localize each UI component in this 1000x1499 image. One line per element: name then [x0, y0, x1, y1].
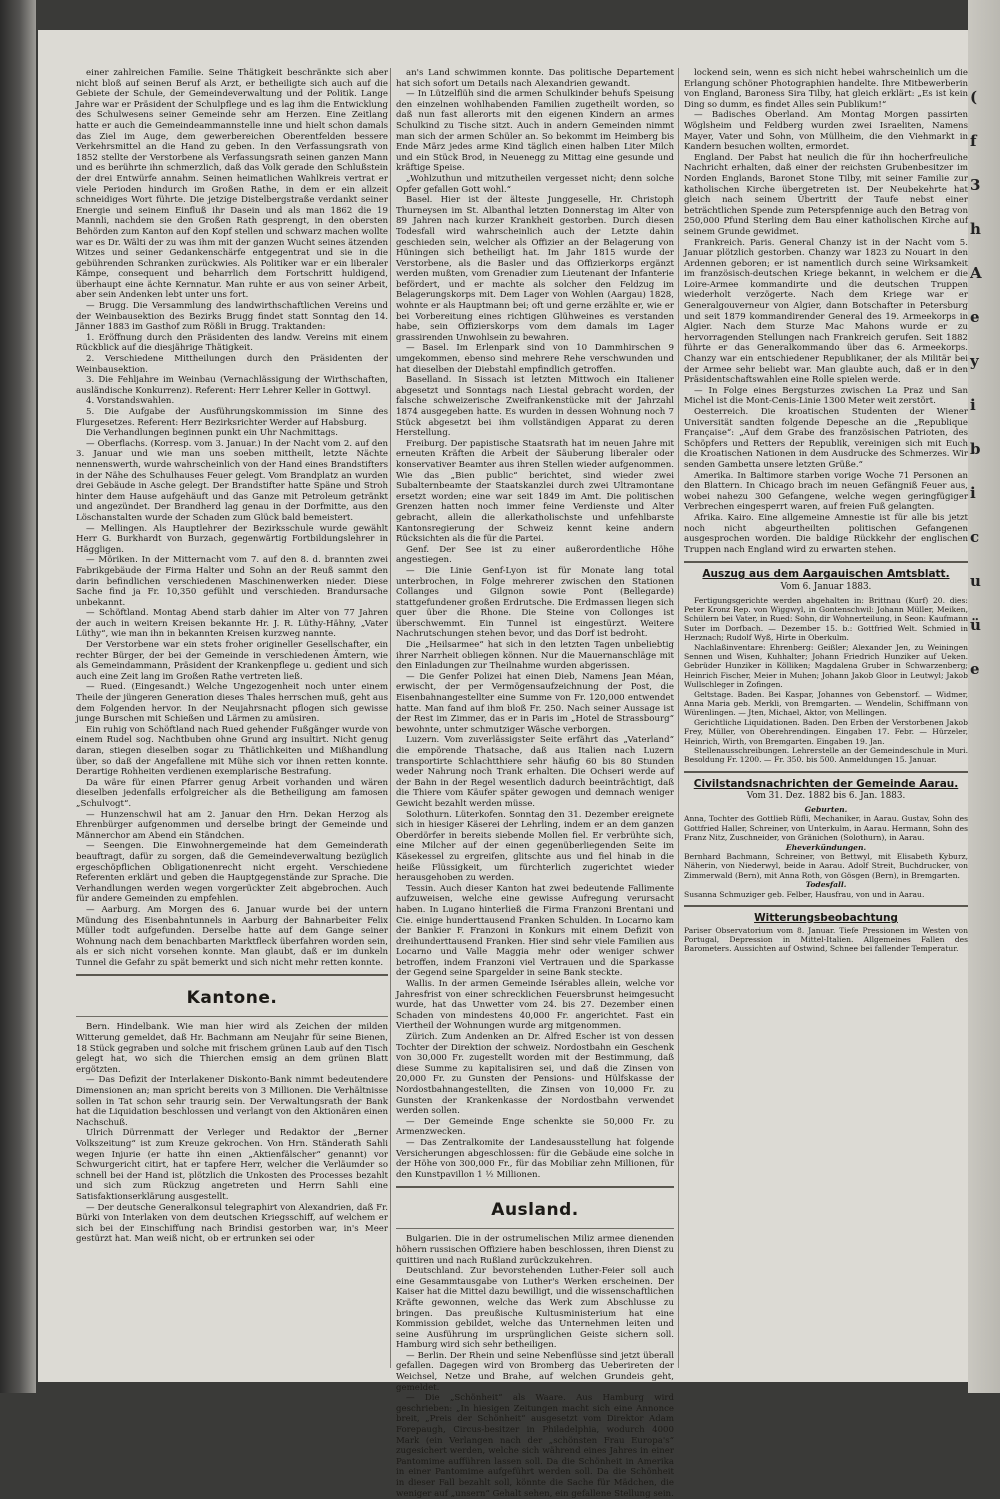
adjacent-page-fragment: e — [970, 660, 980, 678]
news-paragraph: 4. Vorstandswahlen. — [86, 396, 175, 407]
civilstand-text: Susanna Schmuziger geb. Felber, Hausfrau, von und in Aarau. — [684, 889, 925, 899]
amtsblatt-entry: Nachlaßinventare: Ehrenberg: Geißler; Alexander Jen, zu Weiningen Sennen und Wisen, Kuhhalter; Johann Friedrich Hunziker auf Ueken. Gebrüder Hunziker in Kölliken; Magdalena Gruber in Schwarzenberg; Heinrich Fischer, Meier in Muhen; Johann Jakob Gloor in Leutwyl; Jakob Wullschleger in Zofingen. — [684, 642, 968, 690]
news-paragraph: — Mellingen. Als Hauptlehrer der Bezirksschule wurde gewählt Herr G. Burkhardt von Burzach, gegenwärtig Fortbildungslehrer in Häggligen. — [76, 523, 388, 555]
news-paragraph: 5. Die Aufgabe der Ausführungskommission im Sinne des Flurgesetzes. Referent: Herr Bezirksrichter Werder auf Habsburg. — [76, 407, 388, 428]
news-paragraph: Genf. Der See ist zu einer außerordentliche Höhe angestiegen. — [396, 544, 674, 566]
divider — [396, 1228, 674, 1229]
civilstand-subheading: Todesfall. — [805, 880, 847, 890]
news-paragraph: — Seengen. Die Einwohnergemeinde hat dem Gemeinderath beauftragt, dafür zu sorgen, daß die Gemeindeverwaltung bezüglich ergeschöpflichen Obligationenrecht nicht ergeht. Verschiedene Referenten erklärt und geben die Hauptgegenstände zur Sprache. Die Verhandlungen werden wegen vorgerückter Zeit abgebrochen. Auch für andere Gemeinden zu empfehlen. — [76, 841, 388, 905]
binding-shadow — [0, 0, 36, 1393]
newspaper-page — [38, 30, 968, 1499]
news-paragraph: Der Verstorbene war ein stets froher origineller Gesellschafter, ein rechter Bürger, der bei der Gemeinde in verschiedenen Ämtern, wie als Gemeindammann, Präsident der Krankenpflege u. gedient und sich auch eine Zeit lang im Großen Rathe vertreten ließ. — [76, 640, 388, 682]
amtsblatt-date: Vom 6. Januar 1883. — [780, 581, 872, 592]
news-paragraph: Zürich. Zum Andenken an Dr. Alfred Escher ist von dessen Tochter der Direktion der schweiz. Nordostbahn ein Geschenk von 30,000 Fr. zugestellt worden mit der Bestimmung, daß diese Summe zu kapitalisiren sei, und daß die Zinsen von 20,000 Fr. zu Gunsten der Pensions- und Hülfskasse der Nordostbahnangestellten, die Zinsen von 10,000 Fr. zu Gunsten der Krankenkasse der Nordostbahn verwendet werden sollen. — [396, 1032, 674, 1117]
adjacent-page-fragment: u — [970, 572, 981, 590]
amtsblatt-entry: Gerichtliche Liquidationen. Baden. Den Erben der Verstorbenen Jakob Frey, Müller, von Oberehrendingen. Eingaben 17. Febr. — Hürzeler, Heinrich, Wirth, von Bremgarten. Eingaben 19. Jan. — [684, 717, 968, 746]
news-paragraph: Die „Heilsarmee“ hat sich in den letzten Tagen unbeliebtig ihrer Narrheit obliegen können. Nur die Mauernanschläge mit den Einladungen zur Theilnahme wurden abgerissen. — [396, 640, 674, 672]
civilstand-date: Vom 31. Dez. 1882 bis 6. Jan. 1883. — [746, 791, 906, 802]
adjacent-page-fragment: h — [970, 220, 981, 238]
adjacent-page-fragment: i — [970, 484, 976, 502]
divider — [684, 905, 968, 907]
civilstand-subheading: Geburten. — [804, 805, 848, 814]
news-paragraph: — Das Defizit der Interlakener Diskonto-Bank nimmt bedeutendere Dimensionen an; man spricht bereits von 3 Millionen. Die Verhältnisse sollen in Tat schon sehr traurig sein. Der Verwaltungsrath der Bank hat die Liquidation beschlossen und verlangt von den Aktionären einen Nachschuß. — [76, 1075, 388, 1128]
news-paragraph: — Brugg. Die Versammlung des landwirthschaftlichen Vereins und der Weinbausektion des Bezirks Brugg findet statt Sonntag den 14. Jänner 1883 im Gasthof zum Rößli in Brugg. Traktanden: — [76, 301, 388, 333]
column-right — [684, 68, 968, 1368]
news-paragraph: — Aarburg. Am Morgen des 6. Januar wurde bei der untern Mündung des Eisenbahntunnels in Aarburg der Bahnarbeiter Felix Müller todt aufgefunden. Derselbe hatte auf dem Gange seiner Wohnung nach dem benachbarten Marktfleck überfahren worden sein, als er sich nicht vorsehen konnte. Man glaubt, daß er im dunkeln Tunnel die Gefahr zu spät bemerkt und sich nicht mehr retten konnte. — [76, 904, 388, 968]
news-paragraph: Bern. Hindelbank. Wie man hier wird als Zeichen der milden Witterung gemeldet, daß Hr. Bachmann am Neujahr für seine Bienen, 18 Stück gegraben und solche mit frischem grünen Laub auf den Tisch gelegt hat, wo sich die Thierchen emsig an dem grünen Blatt ergötzten. — [76, 1022, 388, 1075]
news-paragraph: — Die „Schönheit“ als Waare. Aus Hamburg wird geschrieben: „In hiesigen Zeitungen macht sich eine Annonce breit, „Preis der Schönheit“ ausgesetzt vom Direktor Adam Forepaugh, Circus-besitzer in Philadelphia, wodurch 4000 Mark (ein Verlangen nach der „schönsten Frau Europa's“ zugesichert werden, welche sich während eines Jahres in einer Pantomime aufführen lassen soll. Da die Schönheit in Amerika in einer Pantomime aufgeführt werden soll. Da die Schönheit in dieser Fall bezahlt soll, könnte die Sache für Mädchen, die weniger auf „unsern“ Gehalt sehen, ein gefallene Stellung sein. — [396, 1393, 674, 1499]
news-paragraph: Die Verhandlungen beginnen punkt ein Uhr Nachmittags. — [86, 428, 338, 439]
ausland-news — [396, 1234, 674, 1499]
weather-text: Pariser Observatorium vom 8. Januar. Tiefe Pressionen im Westen von Portugal, Depression in Mittel-Italien. Allgemeines Fallen des Barometers. Aussichten auf Ostwind, Schnee bei fallender Temperatur. — [684, 925, 968, 954]
news-paragraph: — Möriken. In der Mitternacht vom 7. auf den 8. d. brannten zwei Fabrikgebäude der Firma Halter und Sohn an der Reuß sammt den darin befindlichen verschiedenen Maschinenwerken nieder. Diese Sache find ja Fr. 10,350 gefühlt und verschieden. Brandursache unbekannt. — [76, 555, 388, 608]
news-paragraph: Frankreich. Paris. General Chanzy ist in der Nacht vom 5. Januar plötzlich gestorben. Chanzy war 1823 zu Nouart in den Ardennen geboren; er ist namentlich durch seine Wirksamkeit im französisch-deutschen Kriege bekannt, in welchem er die Loire-Armee kommandirte und die deutschen Truppen wiederholt verzögerte. Nach dem Kriege war er Generalgouverneur von Algier, dann Botschafter in Petersburg und seit 1879 kommandirender General des 19. Armeekorps in Algier. Nach dem Sturze Mac Mahons wurde er zu hervorragenden Stellungen nach Frankreich gerufen. Seit 1882 führte er das Generalkommando über das 6. Armeekorps. Chanzy war ein entschiedener Republikaner, der als Militär bei der Armee sehr beliebt war. Man glaubte auch, daß er in den Präsidentschaftswahlen eine Rolle spielen werde. — [684, 237, 968, 386]
news-paragraph: — Hunzenschwil hat am 2. Januar den Hrn. Dekan Herzog als Ehrenbürger aufgenommen und derselbe bringt der Gemeinde und Männerchor am Abend ein Ständchen. — [76, 809, 388, 841]
column-left — [76, 68, 388, 1368]
adjacent-page-edge — [968, 0, 1000, 1393]
adjacent-page-fragment: e — [970, 308, 980, 326]
news-paragraph: Ulrich Dürrenmatt der Verleger und Redaktor der „Berner Volkszeitung“ ist zum Kreuze gekrochen. Von Hrn. Ständerath Sahli wegen Injurie (er hatte ihn einen „Aktienfälscher“ genannt) vor Schwurgericht citirt, hat er tapfere Herr, welcher die Verläumder so schnell bei der Hand ist, plötzlich die Unkosten des Processes bezahlt und sich zum Rückzug angetreten und Herrn Sahli eine Satisfaktionserklärung ausgestellt. — [76, 1128, 388, 1202]
news-paragraph: lockend sein, wenn es sich nicht hebei wahrscheinlich um die Erlangung schöner Photographien handelte. Ihre Mitbewerberin von England, Baroness Sira Tilby, hat gleich erklärt: „Es ist kein Ding so dumm, es findet Alles sein Publikum!“ — [684, 68, 968, 110]
amtsblatt-heading: Auszug aus dem Aargauischen Amtsblatt. — [702, 568, 950, 581]
adjacent-page-fragment: 3 — [970, 176, 981, 194]
news-paragraph: — Schöftland. Montag Abend starb dahier im Alter von 77 Jahren der auch in weitern Kreisen bekannte Hr. J. R. Lüthy-Hähny, „Vater Lüthy“, wie man ihn in bekannten Kreisen kurzweg nannte. — [76, 608, 388, 640]
adjacent-page-fragment: ( — [970, 88, 978, 106]
news-paragraph: — Oberflachs. (Korresp. vom 3. Januar.) In der Nacht vom 2. auf den 3. Januar und wie man uns soeben mittheilt, letzte Nächte nennenswerth, wurde wahrscheinlich von der Hand eines Brandstifters in der Nähe des Schulhauses Feuer gelegt. Vom Brandplatz an wurden drei Gebäude in Asche gelegt. Der Brandstifter hatte Späne und Stroh hinter dem Hause aufgehäuft und das Ganze mit Petroleum getränkt und angezündet. Der Brandherd lag genau in der Dorfmitte, aus den Löschanstalten wurde der Schaden zum Glück bald bemeistert. — [76, 438, 389, 523]
amtsblatt-entries — [684, 596, 968, 765]
news-paragraph: — Basel. Im Erlenpark sind von 10 Dammhirschen 9 umgekommen, ebenso sind mehrere Rehe verschwunden und hat dieselben der Diebstahl empfindlich getroffen. — [396, 343, 674, 375]
amtsblatt-entry: Fertigungsgerichte werden abgehalten in: Brittnau (Kurf) 20. dies: Peter Kronz Rep. von Wiggwyl, in Gontenschwil: Johann Müller, Meiken, Schülern bei Vater, in Rued: Sohn, dir Wohnerteilung, in Seon: Kaufmann Suter im Dorfbach. — Dezember 15. b.: Gottfried Welt. Schmied in Herznach; Rudolf Wyß, Hirte in Oberkulm. — [684, 595, 968, 643]
divider — [76, 974, 388, 976]
news-paragraph: 2. Verschiedene Mittheilungen durch den Präsidenten der Weinbausektion. — [76, 354, 388, 375]
section-heading-ausland: Ausland. — [491, 1200, 579, 1221]
column-rule — [390, 68, 391, 1368]
divider — [684, 561, 968, 563]
news-paragraph: Solothurn. Lüterkofen. Sonntag den 31. Dezember ereignete sich in hiesiger Käserei der Lehrling, indem er an dem ganzen Oberdörfer in bereits siebende Mollen fiel. Er verbrühte sich, eine Milcher auf der einen gegenüberliegenden Seite im Käsekessel zu ergreifen, glitschte aus und fiel hinab in die heiße Flüssigkeit, um fürchterlich zugerichtet wieder herausgehoben zu werden. — [396, 809, 674, 884]
news-paragraph: Freiburg. Der papistische Staatsrath hat im neuen Jahre mit erneuten Kräften die Arbeit der Säuberung liberaler oder konservativer Beamter aus ihren Stellen wieder aufgenommen. Wie das „Bien public“ berichtet, sind wieder zwei Subalternbeamte der Staatskanzlei durch zwei Ultramontane ersetzt worden; eine war seit 1849 im Amt. Die politischen Grenzen hatten noch immer feine Verdienste und Alter gebracht, allein die allerkatholischste und unfehlbarste Kantonsregierung der Schweiz kennt keine andern Rücksichten als die für die Partei. — [396, 438, 674, 545]
news-paragraph: Wallis. In der armen Gemeinde Isérables allein, welche vor Jahresfrist von einer schrecklichen Feuersbrunst heimgesucht wurde, hat das Unwetter vom 24. bis 27. Dezember einen Schaden von mindestens 40,000 Fr. angerichtet. Fast ein Viertheil der Wohnungen wurde arg mitgenommen. — [396, 979, 674, 1032]
news-paragraph: einer zahlreichen Familie. Seine Thätigkeit beschränkte sich aber nicht bloß auf seinen Beruf als Arzt, er betheiligte sich auch auf die Gebiete der Schule, der Gemeindeverwaltung und der Politik. Lange Jahre war er Präsident der Schulpflege und es lag ihm die Entwicklung des Schulwesens seiner Gemeinde sehr am Herzen. Eine Zeitlang hatte er auch die Gemeindeammannstelle inne und hielt schon damals das Ziel im Auge, dem gewerbereichen Oberentfelden bessere Verkehrsmittel an die Hand zu geben. In den Verfassungsrath von 1852 stellte der Verstorbene als Verfassungsrath seinen ganzen Mann und es berührte ihn schmerzlich, daß das Volk gerade den Schlußstein der drei Entwürfe annahm. Seinen heimatlichen Wahlkreis vertrat er viele Perioden hindurch im Großen Rathe, in dem er ein allzeit schneidiges Wort führte. Die jetzige Distelbergstraße verdankt seiner Energie und seinem Einfluß ihr Dasein und als man 1862 die 19 Mannli, nachdem sie den Großen Rath gesprengt, in den obersten Behörden zum Kanton auf den Kopf stellen und schwarz machen wollte war es Dr. Wälti der zu was ihm mit der ganzen Wucht seines ätzenden Witzes und seiner Gedankenschärfe entgegentrat und sie in die gebührenden Schranken zurückwies. Als Politiker war er ein liberaler Kämpe, consequent und beharrlich dem Fortschritt huldigend, überhaupt eine ächte Kernnatur. Man ruhte er aus von seiner Arbeit, aber sein Andenken lebt unter uns fort. — [76, 68, 388, 301]
news-paragraph: — Das Zentralkomite der Landesausstellung hat folgende Versicherungen abgeschlossen: für die Gebäude eine solche in der Höhe von 300,000 Fr., für das Mobiliar zehn Millionen, für den Kunstpavillon 1 ½ Millionen. — [396, 1137, 674, 1180]
amtsblatt-entry: Geltstage. Baden. Bei Kaspar, Johannes von Gebenstorf. — Widmer, Anna Maria geb. Merkli, von Bremgarten. — Wendelin, Schiffmann von Würenlingen. — Jten, Michael, Aktor, von Mellingen. — [684, 689, 968, 718]
civilstand-heading: Civilstandsnachrichten der Gemeinde Aarau. — [693, 777, 959, 790]
news-paragraph: — In Lützelflüh sind die armen Schulkinder behufs Speisung den einzelnen wohlhabenden Familien zugetheilt worden, so daß nun fast allerorts mit den eigenen Kindern an armes Schulkind zu Tische sitzt. Auch in andern Gemeinden nimmt man sich der armen Schüler an. So bekommt im Heimberg bis Ende März jedes arme Kind täglich einen halben Liter Milch und ein Stück Brod, in Neuenegg zu Mittag eine gesunde und kräftige Speise. — [396, 89, 674, 174]
news-paragraph: — In Folge eines Bergsturzes zwischen La Praz und San Michel ist die Mont-Cenis-Linie 1300 Meter weit zerstört. — [684, 385, 968, 407]
news-paragraph: 1. Eröffnung durch den Präsidenten des landw. Vereins mit einem Rückblick auf die diesjährige Thätigkeit. — [76, 332, 388, 354]
kantone-news — [76, 1022, 388, 1244]
news-paragraph: 3. Die Fehljahre im Weinbau (Vernachlässigung der Wirthschaften, ausländische Konkurrenz). Referent: Herr Lehrer Keller in Gottwyl. — [76, 375, 388, 396]
news-paragraph: Oesterreich. Die kroatischen Studenten der Wiener Universität sandten folgende Depesche an die „Republique Française“: „Auf dem Grabe des französischen Patrioten, des Schöpfers und Retters der Republik, vereinigen sich mit Euch die Kroatischen Nationen in dem Ausdrucke des Schmerzes. Wir senden Gambetta unsere letzten Grüße.“ — [684, 407, 968, 470]
column-right-news — [684, 68, 968, 555]
news-paragraph: — Der deutsche Generalkonsul telegraphirt von Alexandrien, daß Fr. Bürki von Interlaken von dem deutschen Kriegsschiff, auf welchem er sich bei der Einschiffung nach Brindisi gestorben war, in's Meer gestürzt hat. Man weiß nicht, ob er ertrunken sei oder — [76, 1202, 388, 1245]
news-paragraph: Deutschland. Zur bevorstehenden Luther-Feier soll auch eine Gesammtausgabe von Luther's Werken erscheinen. Der Kaiser hat die Mittel dazu bewilligt, und die wissenschaftlichen Kräfte gewonnen, welche das Werk zum Abschlusse zu bringen. Das preußische Kultusministerium hat eine Kommission gebildet, welche das Unternehmen leiten und seine Ausführung im ursprünglichen Geiste sichern soll. Hamburg wird sich sehr betheiligen. — [396, 1266, 674, 1351]
news-paragraph: Da wäre für einen Pfarrer genug Arbeit vorhanden und wären dieselben jedenfalls erfolgreicher als die Betheiligung am famosen „Schulvogt“. — [76, 777, 388, 809]
civilstand-subheading: Eheverkündungen. — [785, 842, 867, 852]
divider — [684, 771, 968, 773]
news-paragraph: Bulgarien. Die in der ostrumelischen Miliz armee dienenden höhern russischen Offiziere haben beschlossen, ihren Dienst zu quittiren und nach Rußland zurückzukehren. — [396, 1234, 674, 1266]
divider — [396, 1186, 674, 1188]
news-paragraph: Ein ruhig von Schöftland nach Rued gehender Fußgänger wurde von einem Rudel sog. Nachtbuben ohne Grund arg insultirt. Nicht genug daran, stiegen dieselben sogar zu Thätlichkeiten und Mißhandlung über, so daß der Angefallene mit Mühe sich vor ihnen retten konnte. Derartige Rohheiten verdienen exemplarische Bestrafung. — [76, 724, 388, 778]
news-paragraph: — Die Linie Genf-Lyon ist für Monate lang total unterbrochen, in Folge mehrerer zwischen den Stationen Collanges und Gilgnon sowie Pont (Bellegarde) stattgefundener großen Erdrutsche. Die Erdmassen liegen sich quer über die Rhone. Die Steine von Collonges ist überschwemmt. Ein Tunnel ist eingestürzt. Weitere Nachrutschungen stehen bevor, und das Dorf ist bedroht. — [396, 565, 674, 640]
news-paragraph: an's Land schwimmen konnte. Das politische Departement hat sich sofort um Details nach Alexandrien gewandt. — [396, 68, 674, 89]
weather-heading: Witterungsbeobachtung — [754, 912, 898, 925]
column-left-news — [76, 68, 388, 968]
adjacent-page-fragment: f — [970, 132, 977, 150]
news-paragraph: Afrika. Kairo. Eine allgemeine Amnestie ist für alle bis jetzt noch nicht abgeurtheilten politischen Gefangenen ausgesprochen worden. Die baldige Rückkehr der englischen Truppen nach England wird zu erwarten stehen. — [684, 512, 968, 555]
news-paragraph: „Wohlzuthun und mitzutheilen vergesset nicht; denn solche Opfer gefallen Gott wohl.“ — [396, 173, 674, 195]
adjacent-page-fragment: A — [970, 264, 982, 282]
news-paragraph: — Der Gemeinde Enge schenkte sie 50,000 Fr. zu Armenzwecken. — [396, 1116, 674, 1138]
news-paragraph: — Die Genfer Polizei hat einen Dieb, Namens Jean Méan, erwischt, der per Vermögensaufzeichnung der Post, die Eisenbahnangestellter eine Summe von Fr. 120,000 entwendet hatte. Man fand auf ihm bloß Fr. 250. Nach seiner Aussage ist der Rest im Zimmer, das er in Paris im „Hotel de Strassbourg“ bewohnte, unter schmutziger Wäsche verborgen. — [396, 671, 674, 735]
news-paragraph: Basel. Hier ist der älteste Junggeselle, Hr. Christoph Thurneysen im St. Albanthal letzten Donnerstag im Alter von 89 Jahren nach kurzer Krankheit gestorben. Durch diesen Todesfall wird wahrscheinlich auch der Letzte dahin geschieden sein, welcher als Offizier an der Belagerung von Hüningen sich betheiligt hat. Im Jahr 1815 wurde der Verstorbene, als die Basler und das Offizierkorps ergänzt werden mußten, vom Grenadier zum Lieutenant der Infanterie befördert, und er machte als solcher den Feldzug im Belagerungskorps mit. Dem Lager von Wohlen (Aargau) 1828, wohnte er als Hauptmann bei; oft und gerne erzählte er, wie er bei Vorbereitung eines richtigen Glühweines es verstanden habe, sein Offizierskorps vom dem damals im Lager grassirenden Unwohlsein zu bewahren. — [396, 195, 674, 343]
news-paragraph: England. Der Pabst hat neulich die für ihn hocherfreuliche Nachricht erhalten, daß einer der reichsten Grubenbesitzer im Norden Englands, Baronet Stone Tilby, mit seiner Familie zur katholischen Kirche übergetreten ist. Der Neubekehrte hat gleich nach seinem Übertritt der Taufe nebst einer beträchtlichen Spende zum Peterspfennige auch den Betrag von 250,000 Pfund Sterling dem Bau einer katholischen Kirche auf seinem Grunde gewidmet. — [684, 152, 968, 237]
news-paragraph: Baselland. In Sissach ist letzten Mittwoch ein Italiener abgesetzt und Sonntags nach Liestal gebracht worden, der falsche schweizerische Zweifrankenstücke mit der Jahrzahl 1874 ausgegeben hatte. Es wurden in dessen Wohnung noch 7 Stück abgesetzt bei ihm vollständigen Apparat zu deren Herstellung. — [396, 375, 674, 439]
news-paragraph: Amerika. In Baltimore starben vorige Woche 71 Personen an den Blattern. In Chicago brach im neuen Gefängniß Feuer aus, wobei nahezu 300 Gefangene, welche wegen geringfügiger Verbrechen eingesperrt waren, auf freien Fuß gelangten. — [684, 470, 968, 513]
column-middle-news — [396, 68, 674, 1180]
adjacent-page-fragment: i — [970, 396, 976, 414]
column-middle — [396, 68, 674, 1499]
news-paragraph: Luzern. Vom zuverlässigster Seite erfährt das „Vaterland“ die empörende Thatsache, daß aus Italien nach Luzern transportirte Schlachtthiere sehr häufig 60 bis 80 Stunden weder Nahrung noch Trank erhalten. Die Ochseri werde auf der Bahn in der Regel wesentlich dadurch beeinträchtigt, daß die Thiere vom Käufer später gewogen und demnach weniger Gewicht bezahlt werden müsse. — [396, 735, 674, 809]
civilstand-text: Bernhard Bachmann, Schreiner, von Bettwyl, mit Elisabeth Kyburz, Näherin, von Niederwyl, beide in Aarau. Adolf Streit, Buchdrucker, von Zimmerwald (Bern), mit Anna Roth, von Gösgen (Bern), in Bremgarten. — [684, 852, 968, 880]
news-paragraph: — Badisches Oberland. Am Montag Morgen passirten Wöglsheim und Feldberg wurden zwei Israeliten, Namens Mayer, Vater und Sohn, von Müllheim, die den Viehmarkt in Kandern besuchen wollten, ermordet. — [684, 110, 968, 153]
civilstand-entries — [684, 805, 968, 899]
news-paragraph: — Berlin. Der Rhein und seine Nebenflüsse sind jetzt überall gefallen. Dagegen wird von Bromberg das Ueberireten der Weichsel, Netze und Brahe, auf welchen Grundeis geht, gemeldet. — [396, 1350, 674, 1393]
news-paragraph: Tessin. Auch dieser Kanton hat zwei bedeutende Fallimente aufzuweisen, welche eine gewisse Aufregung verursacht haben. In Lugano hinterließ die Firma Franzoni Brentani und Cie. einige hunderttausend Franken Schulden. In Locarno kam der Bankier F. Franzoni in Konkurs mit einem Defizit von dreihunderttausend Franken. Hier sind sehr viele Familien aus Locarno und Valle Maggia mehr oder weniger schwer betroffen, indem Franzoni viel Vertrauen und die Sparkasse der Gegend seine Spargelder in seine Bank steckte. — [396, 883, 674, 979]
adjacent-page-fragment: y — [970, 352, 979, 370]
column-rule — [678, 68, 679, 1368]
divider — [76, 1016, 388, 1017]
section-heading-kantone: Kantone. — [186, 988, 278, 1009]
adjacent-page-fragment: ü — [970, 616, 981, 634]
amtsblatt-entry: Stellenausschreibungen. Lehrerstelle an der Gemeindeschule in Muri. Besoldung Fr. 1200. — Fr. 350. bis 500. Anmeldungen 15. Januar. — [684, 746, 968, 765]
adjacent-page-fragment: b — [970, 440, 981, 458]
news-paragraph: — Rued. (Eingesandt.) Welche Ungezogenheit noch unter einem Theile der jüngeren Generation dieses Thales herrschen muß, geht aus dem Folgenden hervor. In der Neujahrsnacht pflogen sich gewisse junge Burschen mit Schießen und Lärmen zu amüsiren. — [76, 682, 388, 725]
adjacent-page-fragment: c — [970, 528, 980, 546]
civilstand-text: Anna, Tochter des Gottlieb Rüfli, Mechaniker, in Aarau. Gustav, Sohn des Gottfried Haller, Schreiner, von Unterkulm, in Aarau. Hermann, Sohn des Franz Nitz, Zuschneider, von Gränichen (Solothurn), in Aarau. — [684, 814, 968, 843]
